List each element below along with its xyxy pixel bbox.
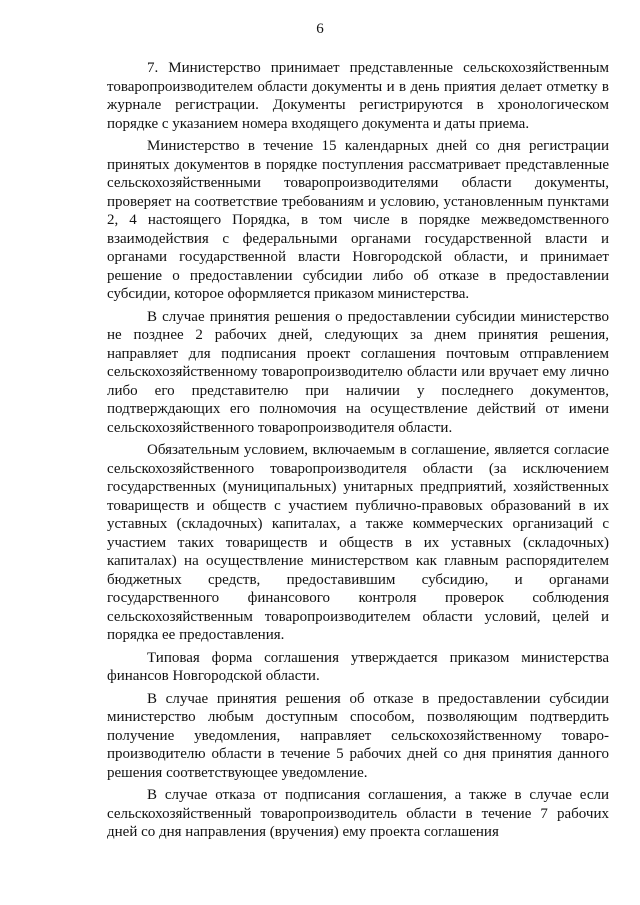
paragraph-registration: 7. Министерство принимает представленные сельскохозяйственным товаропроизводителем области документы и в день приятия делает отметку в журнале регистрации. Документы регистрируются в хронологическом порядке с указанием номера входящего документа и даты приема. [107,60,609,132]
paragraph-mandatory-condition: Обязательным условием, включаемым в соглашение, является согласие сельскохозяйственного товаропроизводителя области (за исключением государственных (муниципальных) унитарных предприятий, хозяйственных товариществ и обществ с участием публично-правовых образований в их уставных (складочных) капиталах, а также коммерческих организаций с участием таких товариществ и обществ в их уставных (складочных) капиталах) на осуществление министерством как главным распорядителем бюджетных средств, предоставившим субсидию, и органами государственного финансового контроля проверок соблюдения сельскохозяйственным товаропроизводителем области условий, целей и порядка ее предоставления. [107,442,609,643]
paragraph-refusal-to-sign: В случае отказа от подписания соглашения, а также в случае если сельскохозяйственный товаропроизводитель области в течение 7 рабочих дней со дня направления (вручения) ему проекта соглашения [107,787,609,840]
page-number: 6 [316,21,324,37]
paragraph-refusal-notice: В случае принятия решения об отказе в предоставлении субсидии министерство любым доступным способом, позволяющим подтвердить получение уведомления, направляет сельскохозяйственному товаро-производителю области в течение 5 рабочих дней со дня принятия данного решения соответствующее уведомление. [107,690,609,781]
paragraph-typical-form: Типовая форма соглашения утверждается приказом министерства финансов Новгородской области. [107,649,609,684]
paragraph-review: Министерство в течение 15 календарных дней со дня регистрации принятых документов в порядке поступления рассматривает представленные сельскохозяйственными товаропроизводителями области документы, проверяет на соответствие требованиям и условию, установленным пунктами 2, 4 настоящего Порядка, в том числе в порядке межведомственного взаимодействия с федеральными органами государственной власти и органами государственной власти Новгородской области, и принимает решение о предоставлении субсидии либо об отказе в предоставлении субсидии, которое оформляется приказом министерства. [107,138,609,302]
document-body [107,59,609,846]
paragraph-agreement-dispatch: В случае принятия решения о предоставлении субсидии министерство не позднее 2 рабочих дней, следующих за днем принятия решения, направляет для подписания проект соглашения почтовым отправлением сельскохозяйственному товаропроизводителю области или вручает ему лично либо его представителю при наличии у последнего документов, подтверждающих его полномочия на осуществление действий от имени сельскохозяйственного товаропроизводителя области. [107,308,609,436]
